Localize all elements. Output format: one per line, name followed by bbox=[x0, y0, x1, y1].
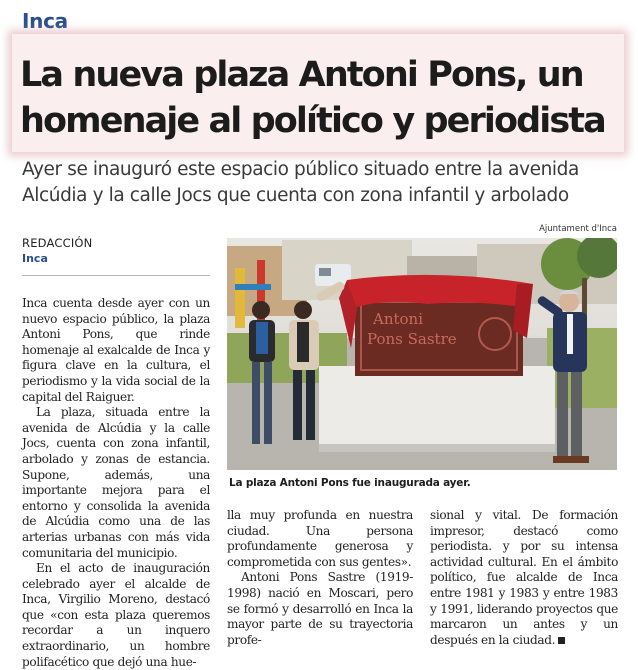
end-of-article-icon bbox=[558, 637, 565, 644]
byline bbox=[22, 236, 92, 265]
paragraph: Inca cuenta desde ayer con un nuevo espacio público, la plaza Antoni Pons, que rinde homenaje al exalcalde de Inca y figura clave en la cultura, el periodismo y la vida social de la capital del Raiguer. bbox=[22, 296, 210, 404]
photo-caption: La plaza Antoni Pons fue inaugurada ayer. bbox=[229, 477, 471, 489]
inauguration-photo-illustration bbox=[227, 238, 617, 470]
subtitle: Ayer se inauguró este espacio público situado entre la avenida Alcúdia y la calle Jocs que cuenta con zona infantil y arbolado bbox=[22, 159, 579, 206]
byline-divider bbox=[22, 275, 210, 276]
inauguration-photo bbox=[227, 238, 617, 470]
paragraph bbox=[430, 508, 618, 648]
paragraph-text: sional y vital. De formación impresor, destacó como periodista. y por su intensa actividad cultural. En el ámbito político, fue alcalde de Inca entre 1981 y 1983 y entre 1983 y 1991, liderando proyectos que marcaron un antes y un después en la ciudad. bbox=[430, 508, 618, 647]
paragraph: Antoni Pons Sastre (1919-1998) nació en Moscari, pero se formó y desarrolló en Inca la mayor parte de su trayectoria profe- bbox=[227, 570, 413, 647]
byline-author: REDACCIÓN bbox=[22, 236, 93, 250]
photo-credit: Ajuntament d'Inca bbox=[539, 224, 617, 234]
plaque-text-surname: Pons Sastre bbox=[367, 330, 457, 348]
plaque-text-first-name: Antoni bbox=[373, 310, 424, 328]
paragraph: La plaza, situada entre la avenida de Alcúdia y la calle Jocs, cuenta con zona infantil, arbolado y zonas de estancia. Supone, además, una importante mejora para el entorno y consolida la avenida de Alcúdia como una de las arterias urbanas con más vida comunitaria del municipio. bbox=[22, 405, 210, 560]
article-column-1 bbox=[22, 296, 210, 670]
paragraph: En el acto de inauguración celebrado ayer el alcalde de Inca, Virgilio Moreno, destacó que «con esta plaza queremos recordar a un inquero extraordinario, un hombre polifacético que dejó una hue- bbox=[22, 561, 210, 669]
section-label: Inca bbox=[22, 9, 68, 33]
article-column-2 bbox=[227, 508, 413, 648]
article-column-3 bbox=[430, 508, 618, 648]
headline: La nueva plaza Antoni Pons, un homenaje al político y periodista bbox=[20, 55, 605, 141]
byline-place: Inca bbox=[22, 252, 48, 265]
paragraph: lla muy profunda en nuestra ciudad. Una persona profundamente generosa y comprometida con sus gentes». bbox=[227, 508, 413, 569]
